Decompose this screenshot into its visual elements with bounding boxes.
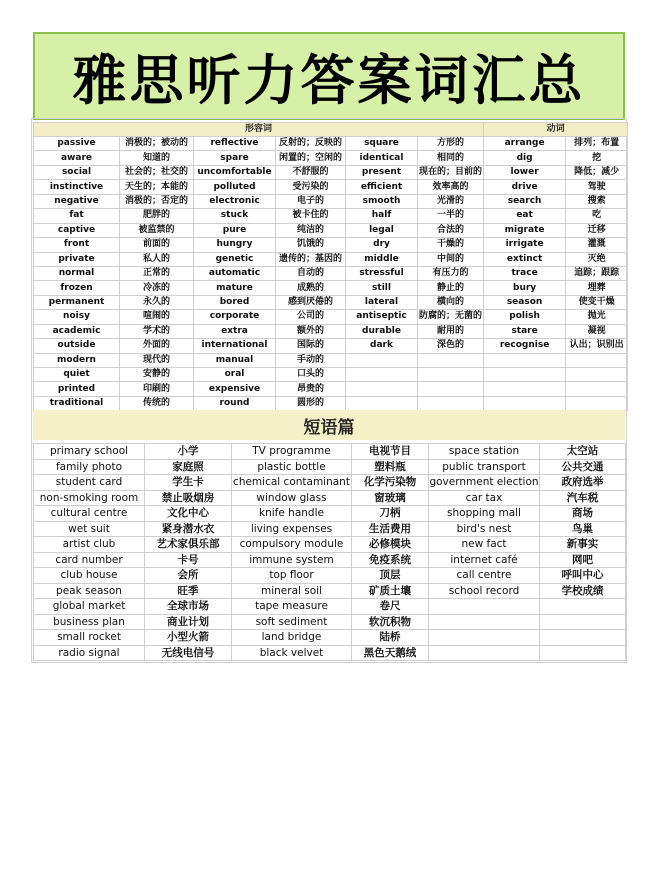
chinese-meaning-cell: 陆桥 (352, 630, 429, 646)
chinese-meaning-cell: 饥饿的 (276, 238, 346, 252)
chinese-meaning-cell: 静止的 (418, 281, 484, 295)
chinese-meaning-cell: 吃 (566, 209, 628, 223)
chinese-meaning-cell (418, 382, 484, 396)
chinese-meaning-cell: 会所 (145, 568, 232, 584)
english-word-cell: trace (484, 266, 566, 280)
phrases-table (33, 443, 626, 661)
english-word-cell: season (484, 295, 566, 309)
chinese-meaning-cell: 纯洁的 (276, 223, 346, 237)
english-word-cell: antiseptic (346, 310, 418, 324)
chinese-meaning-cell: 认出；识别出 (566, 339, 628, 353)
chinese-meaning-cell: 商业计划 (145, 614, 232, 630)
chinese-meaning-cell: 卷尺 (352, 599, 429, 615)
english-phrase-cell (429, 630, 540, 646)
chinese-meaning-cell: 防腐的；无菌的 (418, 310, 484, 324)
english-word-cell: search (484, 194, 566, 208)
english-phrase-cell: student card (34, 475, 145, 491)
chinese-meaning-cell: 感到厌倦的 (276, 295, 346, 309)
table-row (34, 475, 626, 491)
english-word-cell (484, 353, 566, 367)
chinese-meaning-cell: 方形的 (418, 137, 484, 151)
chinese-meaning-cell: 生活费用 (352, 521, 429, 537)
table-row (34, 194, 628, 208)
chinese-meaning-cell (566, 396, 628, 410)
chinese-meaning-cell: 新事实 (540, 537, 626, 553)
english-phrase-cell: peak season (34, 583, 145, 599)
chinese-meaning-cell: 排列；布置 (566, 137, 628, 151)
table-row (34, 238, 628, 252)
chinese-meaning-cell: 学术的 (120, 324, 194, 338)
english-word-cell: hungry (194, 238, 276, 252)
chinese-meaning-cell: 灌溉 (566, 238, 628, 252)
english-word-cell: bury (484, 281, 566, 295)
english-word-cell: half (346, 209, 418, 223)
english-word-cell: mature (194, 281, 276, 295)
table-row (34, 537, 626, 553)
chinese-meaning-cell: 学生卡 (145, 475, 232, 491)
chinese-meaning-cell: 窗玻璃 (352, 490, 429, 506)
table-row (34, 223, 628, 237)
table-row (34, 568, 626, 584)
english-phrase-cell: family photo (34, 459, 145, 475)
chinese-meaning-cell: 挖 (566, 151, 628, 165)
english-phrase-cell: space station (429, 444, 540, 460)
english-word-cell: durable (346, 324, 418, 338)
english-phrase-cell: bird's nest (429, 521, 540, 537)
english-word-cell: efficient (346, 180, 418, 194)
english-word-cell: frozen (34, 281, 120, 295)
english-word-cell: noisy (34, 310, 120, 324)
english-phrase-cell: plastic bottle (232, 459, 352, 475)
english-phrase-cell: internet café (429, 552, 540, 568)
english-phrase-cell: wet suit (34, 521, 145, 537)
english-phrase-cell (429, 599, 540, 615)
verbs-header: 动词 (484, 123, 628, 137)
english-word-cell: dig (484, 151, 566, 165)
phrases-section-title: 短语篇 (303, 417, 355, 438)
chinese-meaning-cell: 网吧 (540, 552, 626, 568)
english-word-cell: dry (346, 238, 418, 252)
chinese-meaning-cell: 紧身潜水衣 (145, 521, 232, 537)
table-row (34, 444, 626, 460)
english-phrase-cell: car tax (429, 490, 540, 506)
table-row (34, 506, 626, 522)
english-word-cell: recognise (484, 339, 566, 353)
chinese-meaning-cell: 免疫系统 (352, 552, 429, 568)
chinese-meaning-cell: 受污染的 (276, 180, 346, 194)
english-phrase-cell: artist club (34, 537, 145, 553)
chinese-meaning-cell: 外面的 (120, 339, 194, 353)
adjectives-verbs-table (33, 122, 628, 411)
table-row (34, 614, 626, 630)
chinese-meaning-cell: 圆形的 (276, 396, 346, 410)
chinese-meaning-cell: 现代的 (120, 353, 194, 367)
english-word-cell: genetic (194, 252, 276, 266)
chinese-meaning-cell: 抛光 (566, 310, 628, 324)
english-phrase-cell (429, 614, 540, 630)
chinese-meaning-cell: 被监禁的 (120, 223, 194, 237)
chinese-meaning-cell: 干燥的 (418, 238, 484, 252)
chinese-meaning-cell: 自动的 (276, 266, 346, 280)
chinese-meaning-cell: 政府选举 (540, 475, 626, 491)
chinese-meaning-cell: 驾驶 (566, 180, 628, 194)
english-word-cell: outside (34, 339, 120, 353)
chinese-meaning-cell: 横向的 (418, 295, 484, 309)
chinese-meaning-cell: 埋葬 (566, 281, 628, 295)
chinese-meaning-cell: 公司的 (276, 310, 346, 324)
english-phrase-cell: knife handle (232, 506, 352, 522)
chinese-meaning-cell: 闲置的；空闲的 (276, 151, 346, 165)
chinese-meaning-cell: 光滑的 (418, 194, 484, 208)
table-row (34, 382, 628, 396)
chinese-meaning-cell: 小型火箭 (145, 630, 232, 646)
english-word-cell: polluted (194, 180, 276, 194)
chinese-meaning-cell: 遗传的；基因的 (276, 252, 346, 266)
english-phrase-cell: new fact (429, 537, 540, 553)
english-word-cell (484, 368, 566, 382)
english-phrase-cell: tape measure (232, 599, 352, 615)
chinese-meaning-cell: 家庭照 (145, 459, 232, 475)
chinese-meaning-cell: 塑料瓶 (352, 459, 429, 475)
table-row (34, 459, 626, 475)
english-phrase-cell: primary school (34, 444, 145, 460)
english-word-cell: international (194, 339, 276, 353)
table-row (34, 252, 628, 266)
english-word-cell: square (346, 137, 418, 151)
chinese-meaning-cell: 卡号 (145, 552, 232, 568)
english-phrase-cell: club house (34, 568, 145, 584)
chinese-meaning-cell: 迁移 (566, 223, 628, 237)
english-word-cell: migrate (484, 223, 566, 237)
chinese-meaning-cell (418, 368, 484, 382)
page-title: 雅思听力答案词汇总 (72, 48, 586, 112)
chinese-meaning-cell: 学校成绩 (540, 583, 626, 599)
chinese-meaning-cell: 全球市场 (145, 599, 232, 615)
english-word-cell: reflective (194, 137, 276, 151)
table-row (34, 353, 628, 367)
english-word-cell: oral (194, 368, 276, 382)
english-word-cell: arrange (484, 137, 566, 151)
english-phrase-cell: small rocket (34, 630, 145, 646)
english-word-cell: eat (484, 209, 566, 223)
chinese-meaning-cell: 永久的 (120, 295, 194, 309)
table-row (34, 281, 628, 295)
chinese-meaning-cell (540, 630, 626, 646)
chinese-meaning-cell: 禁止吸烟房 (145, 490, 232, 506)
english-word-cell: present (346, 165, 418, 179)
english-word-cell: lower (484, 165, 566, 179)
english-phrase-cell: black velvet (232, 645, 352, 661)
english-word-cell: social (34, 165, 120, 179)
chinese-meaning-cell: 必修模块 (352, 537, 429, 553)
chinese-meaning-cell: 反射的；反映的 (276, 137, 346, 151)
table-row (34, 137, 628, 151)
adjectives-header: 形容词 (34, 123, 484, 137)
table-row (34, 645, 626, 661)
english-word-cell: irrigate (484, 238, 566, 252)
chinese-meaning-cell: 消极的；否定的 (120, 194, 194, 208)
chinese-meaning-cell: 被卡住的 (276, 209, 346, 223)
table-row (34, 310, 628, 324)
chinese-meaning-cell: 呼叫中心 (540, 568, 626, 584)
table-row (34, 165, 628, 179)
chinese-meaning-cell: 电视节目 (352, 444, 429, 460)
chinese-meaning-cell: 国际的 (276, 339, 346, 353)
table-row (34, 295, 628, 309)
chinese-meaning-cell: 不舒服的 (276, 165, 346, 179)
chinese-meaning-cell: 顶层 (352, 568, 429, 584)
chinese-meaning-cell: 黑色天鹅绒 (352, 645, 429, 661)
chinese-meaning-cell: 搜索 (566, 194, 628, 208)
english-word-cell: quiet (34, 368, 120, 382)
table-row (34, 552, 626, 568)
table-row (34, 151, 628, 165)
chinese-meaning-cell: 冷冻的 (120, 281, 194, 295)
table-row (34, 266, 628, 280)
english-word-cell (484, 382, 566, 396)
english-word-cell: normal (34, 266, 120, 280)
english-phrase-cell: cultural centre (34, 506, 145, 522)
chinese-meaning-cell: 有压力的 (418, 266, 484, 280)
chinese-meaning-cell (540, 645, 626, 661)
english-phrase-cell: business plan (34, 614, 145, 630)
english-word-cell (346, 396, 418, 410)
english-word-cell: bored (194, 295, 276, 309)
chinese-meaning-cell: 正常的 (120, 266, 194, 280)
english-word-cell: private (34, 252, 120, 266)
english-phrase-cell: non-smoking room (34, 490, 145, 506)
table-row (34, 521, 626, 537)
english-word-cell: drive (484, 180, 566, 194)
english-word-cell: traditional (34, 396, 120, 410)
table-row (34, 490, 626, 506)
table-row (34, 180, 628, 194)
english-word-cell: instinctive (34, 180, 120, 194)
english-word-cell: front (34, 238, 120, 252)
english-word-cell (346, 382, 418, 396)
chinese-meaning-cell: 天生的；本能的 (120, 180, 194, 194)
chinese-meaning-cell: 小学 (145, 444, 232, 460)
chinese-meaning-cell: 使变干燥 (566, 295, 628, 309)
table-row (34, 339, 628, 353)
chinese-meaning-cell: 昂贵的 (276, 382, 346, 396)
english-word-cell: permanent (34, 295, 120, 309)
english-word-cell: legal (346, 223, 418, 237)
english-word-cell: expensive (194, 382, 276, 396)
chinese-meaning-cell: 相同的 (418, 151, 484, 165)
table-row (34, 324, 628, 338)
english-word-cell: automatic (194, 266, 276, 280)
english-word-cell: uncomfortable (194, 165, 276, 179)
english-phrase-cell: call centre (429, 568, 540, 584)
english-word-cell: manual (194, 353, 276, 367)
english-phrase-cell: soft sediment (232, 614, 352, 630)
english-phrase-cell: land bridge (232, 630, 352, 646)
english-word-cell: modern (34, 353, 120, 367)
english-phrase-cell: school record (429, 583, 540, 599)
chinese-meaning-cell: 知道的 (120, 151, 194, 165)
chinese-meaning-cell: 肥胖的 (120, 209, 194, 223)
table-row (34, 396, 628, 410)
chinese-meaning-cell: 消极的；被动的 (120, 137, 194, 151)
adjectives-header-row (34, 123, 628, 137)
english-phrase-cell: window glass (232, 490, 352, 506)
chinese-meaning-cell: 传统的 (120, 396, 194, 410)
chinese-meaning-cell: 旺季 (145, 583, 232, 599)
english-phrase-cell: living expenses (232, 521, 352, 537)
english-phrase-cell: top floor (232, 568, 352, 584)
english-phrase-cell: TV programme (232, 444, 352, 460)
english-phrase-cell: global market (34, 599, 145, 615)
chinese-meaning-cell: 公共交通 (540, 459, 626, 475)
chinese-meaning-cell: 耐用的 (418, 324, 484, 338)
english-word-cell: polish (484, 310, 566, 324)
english-word-cell: stuck (194, 209, 276, 223)
chinese-meaning-cell: 灭绝 (566, 252, 628, 266)
english-word-cell: pure (194, 223, 276, 237)
title-banner (33, 32, 625, 120)
english-word-cell: electronic (194, 194, 276, 208)
chinese-meaning-cell: 商场 (540, 506, 626, 522)
english-word-cell: corporate (194, 310, 276, 324)
english-word-cell (346, 368, 418, 382)
chinese-meaning-cell: 文化中心 (145, 506, 232, 522)
chinese-meaning-cell: 软沉积物 (352, 614, 429, 630)
chinese-meaning-cell: 凝视 (566, 324, 628, 338)
english-phrase-cell (429, 645, 540, 661)
english-word-cell: stare (484, 324, 566, 338)
english-word-cell: stressful (346, 266, 418, 280)
chinese-meaning-cell: 太空站 (540, 444, 626, 460)
chinese-meaning-cell: 额外的 (276, 324, 346, 338)
chinese-meaning-cell: 电子的 (276, 194, 346, 208)
english-word-cell: smooth (346, 194, 418, 208)
chinese-meaning-cell: 一半的 (418, 209, 484, 223)
chinese-meaning-cell: 深色的 (418, 339, 484, 353)
chinese-meaning-cell (540, 599, 626, 615)
chinese-meaning-cell: 艺术家俱乐部 (145, 537, 232, 553)
english-word-cell: extinct (484, 252, 566, 266)
english-word-cell: still (346, 281, 418, 295)
chinese-meaning-cell: 安静的 (120, 368, 194, 382)
english-word-cell: extra (194, 324, 276, 338)
chinese-meaning-cell: 中间的 (418, 252, 484, 266)
chinese-meaning-cell: 效率高的 (418, 180, 484, 194)
english-phrase-cell: radio signal (34, 645, 145, 661)
english-phrase-cell: chemical contaminant (233, 476, 350, 489)
table-row (34, 368, 628, 382)
english-word-cell: spare (194, 151, 276, 165)
chinese-meaning-cell (540, 614, 626, 630)
english-word-cell (346, 353, 418, 367)
english-word-cell: captive (34, 223, 120, 237)
chinese-meaning-cell: 鸟巢 (540, 521, 626, 537)
english-phrase-cell: immune system (232, 552, 352, 568)
english-word-cell: lateral (346, 295, 418, 309)
chinese-meaning-cell: 前面的 (120, 238, 194, 252)
english-word-cell (484, 396, 566, 410)
chinese-meaning-cell: 私人的 (120, 252, 194, 266)
english-word-cell: academic (34, 324, 120, 338)
chinese-meaning-cell: 喧闹的 (120, 310, 194, 324)
english-word-cell: passive (34, 137, 120, 151)
english-phrase-cell: public transport (429, 459, 540, 475)
chinese-meaning-cell: 刀柄 (352, 506, 429, 522)
chinese-meaning-cell: 化学污染物 (352, 475, 429, 491)
chinese-meaning-cell: 印刷的 (120, 382, 194, 396)
table-row (34, 583, 626, 599)
english-word-cell: fat (34, 209, 120, 223)
chinese-meaning-cell (418, 396, 484, 410)
table-row (34, 209, 628, 223)
chinese-meaning-cell: 口头的 (276, 368, 346, 382)
chinese-meaning-cell: 汽车税 (540, 490, 626, 506)
table-row (34, 599, 626, 615)
chinese-meaning-cell (566, 353, 628, 367)
english-word-cell: printed (34, 382, 120, 396)
english-word-cell: negative (34, 194, 120, 208)
english-word-cell: middle (346, 252, 418, 266)
english-word-cell: dark (346, 339, 418, 353)
english-word-cell: aware (34, 151, 120, 165)
english-phrase-cell: mineral soil (232, 583, 352, 599)
chinese-meaning-cell: 合法的 (418, 223, 484, 237)
english-phrase-cell: government election (429, 476, 539, 489)
chinese-meaning-cell (566, 382, 628, 396)
english-word-cell: identical (346, 151, 418, 165)
chinese-meaning-cell: 矿质土壤 (352, 583, 429, 599)
chinese-meaning-cell: 降低；减少 (566, 165, 628, 179)
chinese-meaning-cell (418, 353, 484, 367)
english-phrase-cell: card number (34, 552, 145, 568)
english-word-cell: round (194, 396, 276, 410)
chinese-meaning-cell: 成熟的 (276, 281, 346, 295)
chinese-meaning-cell: 无线电信号 (145, 645, 232, 661)
english-phrase-cell: shopping mall (429, 506, 540, 522)
english-phrase-cell: compulsory module (232, 537, 352, 553)
chinese-meaning-cell (566, 368, 628, 382)
chinese-meaning-cell: 社会的；社交的 (120, 165, 194, 179)
phrases-section-header (33, 410, 625, 440)
chinese-meaning-cell: 手动的 (276, 353, 346, 367)
chinese-meaning-cell: 现在的；目前的 (418, 165, 484, 179)
table-row (34, 630, 626, 646)
chinese-meaning-cell: 追踪；跟踪 (566, 266, 628, 280)
